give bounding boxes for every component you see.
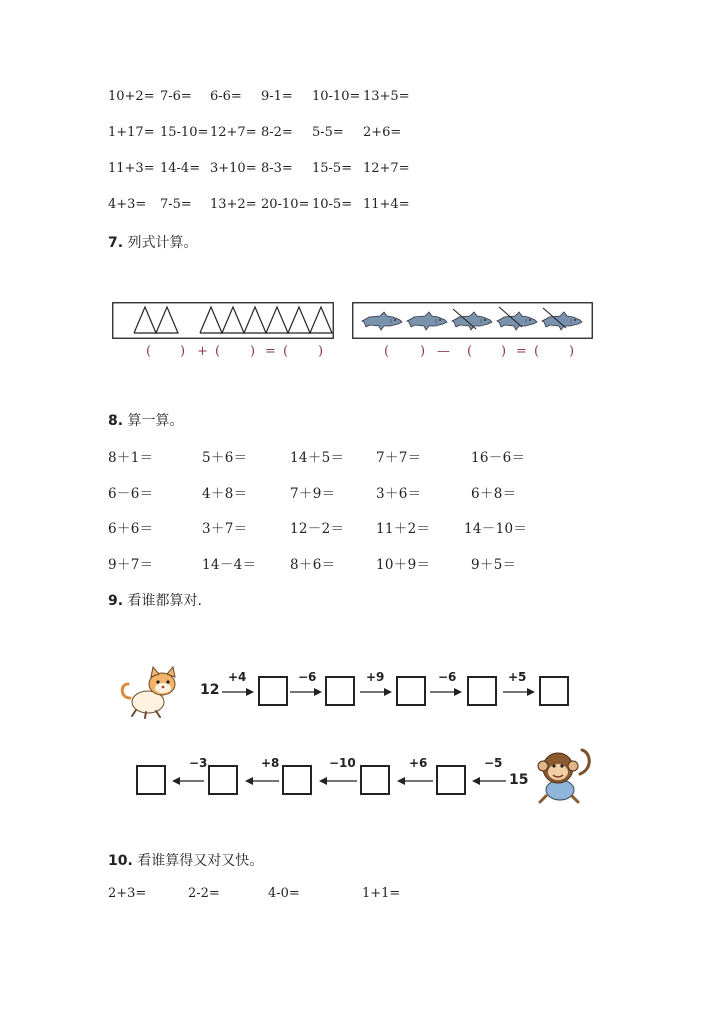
equation: 11＋2＝ xyxy=(376,521,431,537)
q8-heading xyxy=(108,410,184,430)
q10-number: 10. xyxy=(108,853,133,869)
arrow-left-icon xyxy=(170,775,204,787)
equation: 15-10= xyxy=(160,125,209,140)
equation: 3+10= xyxy=(210,161,257,176)
arrow-right-icon xyxy=(360,686,394,698)
chain-start-number: 12 xyxy=(200,682,220,698)
q7-heading xyxy=(108,232,198,252)
equation: 15-5= xyxy=(312,161,353,176)
answer-box[interactable] xyxy=(258,676,288,706)
q7-title: 列式计算。 xyxy=(127,235,198,251)
equation: 9-1= xyxy=(261,89,293,104)
q9-number: 9. xyxy=(108,593,124,609)
operation-label: +6 xyxy=(409,756,428,770)
equation: 8＋6＝ xyxy=(290,557,336,573)
operation-label: −6 xyxy=(298,670,317,684)
equation: 10＋9＝ xyxy=(376,557,431,573)
equation: 13+5= xyxy=(363,89,410,104)
operation-label: −3 xyxy=(189,756,208,770)
arrow-right-icon xyxy=(430,686,464,698)
paren-open: ( xyxy=(467,344,473,359)
paren-open: ( xyxy=(384,344,390,359)
equation: 3＋7＝ xyxy=(202,521,248,537)
paren-close: ) xyxy=(318,344,324,359)
equation: 2-2= xyxy=(188,886,220,901)
shark-icon xyxy=(452,312,492,330)
paren-close: ) xyxy=(180,344,186,359)
shark-icon xyxy=(407,312,447,330)
operation-label: +9 xyxy=(366,670,385,684)
arrow-left-icon xyxy=(243,775,279,787)
arrow-right-icon xyxy=(503,686,537,698)
equation: 11+3= xyxy=(108,161,155,176)
q8-title: 算一算。 xyxy=(127,413,184,429)
triangle-group-2 xyxy=(134,307,178,333)
arrow-left-icon xyxy=(395,775,433,787)
paren-close: ) xyxy=(501,344,507,359)
equation: 6－6＝ xyxy=(108,486,154,502)
operation-label: −6 xyxy=(438,670,457,684)
equation: 4＋8＝ xyxy=(202,486,248,502)
monkey-icon xyxy=(532,744,594,806)
equation: 1+1= xyxy=(362,886,401,901)
chain-start-number: 15 xyxy=(509,772,529,788)
plus-sign: + xyxy=(197,344,208,359)
equation: 4-0= xyxy=(268,886,300,901)
equation: 6＋6＝ xyxy=(108,521,154,537)
q10-heading xyxy=(108,850,263,870)
q9-title: 看谁都算对. xyxy=(127,593,202,609)
paren-open: ( xyxy=(146,344,152,359)
equation: 10+2= xyxy=(108,89,155,104)
equals-sign: = xyxy=(265,344,276,359)
q10-title: 看谁算得又对又快。 xyxy=(137,853,264,869)
equation: 7＋7＝ xyxy=(376,450,422,466)
equation: 10-10= xyxy=(312,89,361,104)
equation: 14－10＝ xyxy=(464,521,528,537)
equation: 8-3= xyxy=(261,161,293,176)
answer-box[interactable] xyxy=(360,765,390,795)
equation: 20-10= xyxy=(261,197,310,212)
answer-box[interactable] xyxy=(539,676,569,706)
operation-label: +8 xyxy=(261,756,280,770)
equation: 14－4＝ xyxy=(202,557,257,573)
paren-open: ( xyxy=(215,344,221,359)
q8-number: 8. xyxy=(108,413,124,429)
equation: 7-5= xyxy=(160,197,192,212)
equation: 16－6＝ xyxy=(471,450,526,466)
q7-number: 7. xyxy=(108,235,124,251)
equation: 12+7= xyxy=(363,161,410,176)
equation: 12－2＝ xyxy=(290,521,345,537)
q9-heading xyxy=(108,590,202,610)
shark-icon xyxy=(542,312,582,330)
equation: 10-5= xyxy=(312,197,353,212)
arrow-left-icon xyxy=(317,775,357,787)
paren-open: ( xyxy=(534,344,540,359)
equation: 7-6= xyxy=(160,89,192,104)
equation: 9＋5＝ xyxy=(471,557,517,573)
answer-box[interactable] xyxy=(396,676,426,706)
equals-sign: = xyxy=(516,344,527,359)
paren-close: ) xyxy=(250,344,256,359)
equation: 11+4= xyxy=(363,197,410,212)
equation: 5＋6＝ xyxy=(202,450,248,466)
equation: 14＋5＝ xyxy=(290,450,345,466)
triangles-figure xyxy=(112,302,334,339)
shark-icon xyxy=(497,312,537,330)
answer-box[interactable] xyxy=(436,765,466,795)
equation: 6-6= xyxy=(210,89,242,104)
equation: 3＋6＝ xyxy=(376,486,422,502)
operation-label: −10 xyxy=(329,756,356,770)
answer-box[interactable] xyxy=(282,765,312,795)
equation: 7＋9＝ xyxy=(290,486,336,502)
operation-label: −5 xyxy=(484,756,503,770)
arrow-right-icon xyxy=(222,686,256,698)
equation: 2+6= xyxy=(363,125,402,140)
answer-box[interactable] xyxy=(208,765,238,795)
minus-sign: — xyxy=(437,344,450,359)
operation-label: +5 xyxy=(508,670,527,684)
equation: 2+3= xyxy=(108,886,147,901)
answer-box[interactable] xyxy=(136,765,166,795)
equation: 9＋7＝ xyxy=(108,557,154,573)
paren-close: ) xyxy=(569,344,575,359)
equation: 1+17= xyxy=(108,125,155,140)
arrow-right-icon xyxy=(290,686,324,698)
shark-icon xyxy=(362,312,402,330)
sharks-figure xyxy=(352,302,593,339)
equation: 12+7= xyxy=(210,125,257,140)
equation: 8-2= xyxy=(261,125,293,140)
triangle-group-6 xyxy=(200,307,332,333)
paren-close: ) xyxy=(420,344,426,359)
answer-box[interactable] xyxy=(325,676,355,706)
operation-label: +4 xyxy=(228,670,247,684)
equation: 8＋1＝ xyxy=(108,450,154,466)
equation: 6＋8＝ xyxy=(471,486,517,502)
arrow-left-icon xyxy=(470,775,506,787)
paren-open: ( xyxy=(283,344,289,359)
equation: 4+3= xyxy=(108,197,147,212)
equation: 5-5= xyxy=(312,125,344,140)
equation: 13+2= xyxy=(210,197,257,212)
answer-box[interactable] xyxy=(467,676,497,706)
equation: 14-4= xyxy=(160,161,201,176)
cat-icon xyxy=(118,664,188,720)
